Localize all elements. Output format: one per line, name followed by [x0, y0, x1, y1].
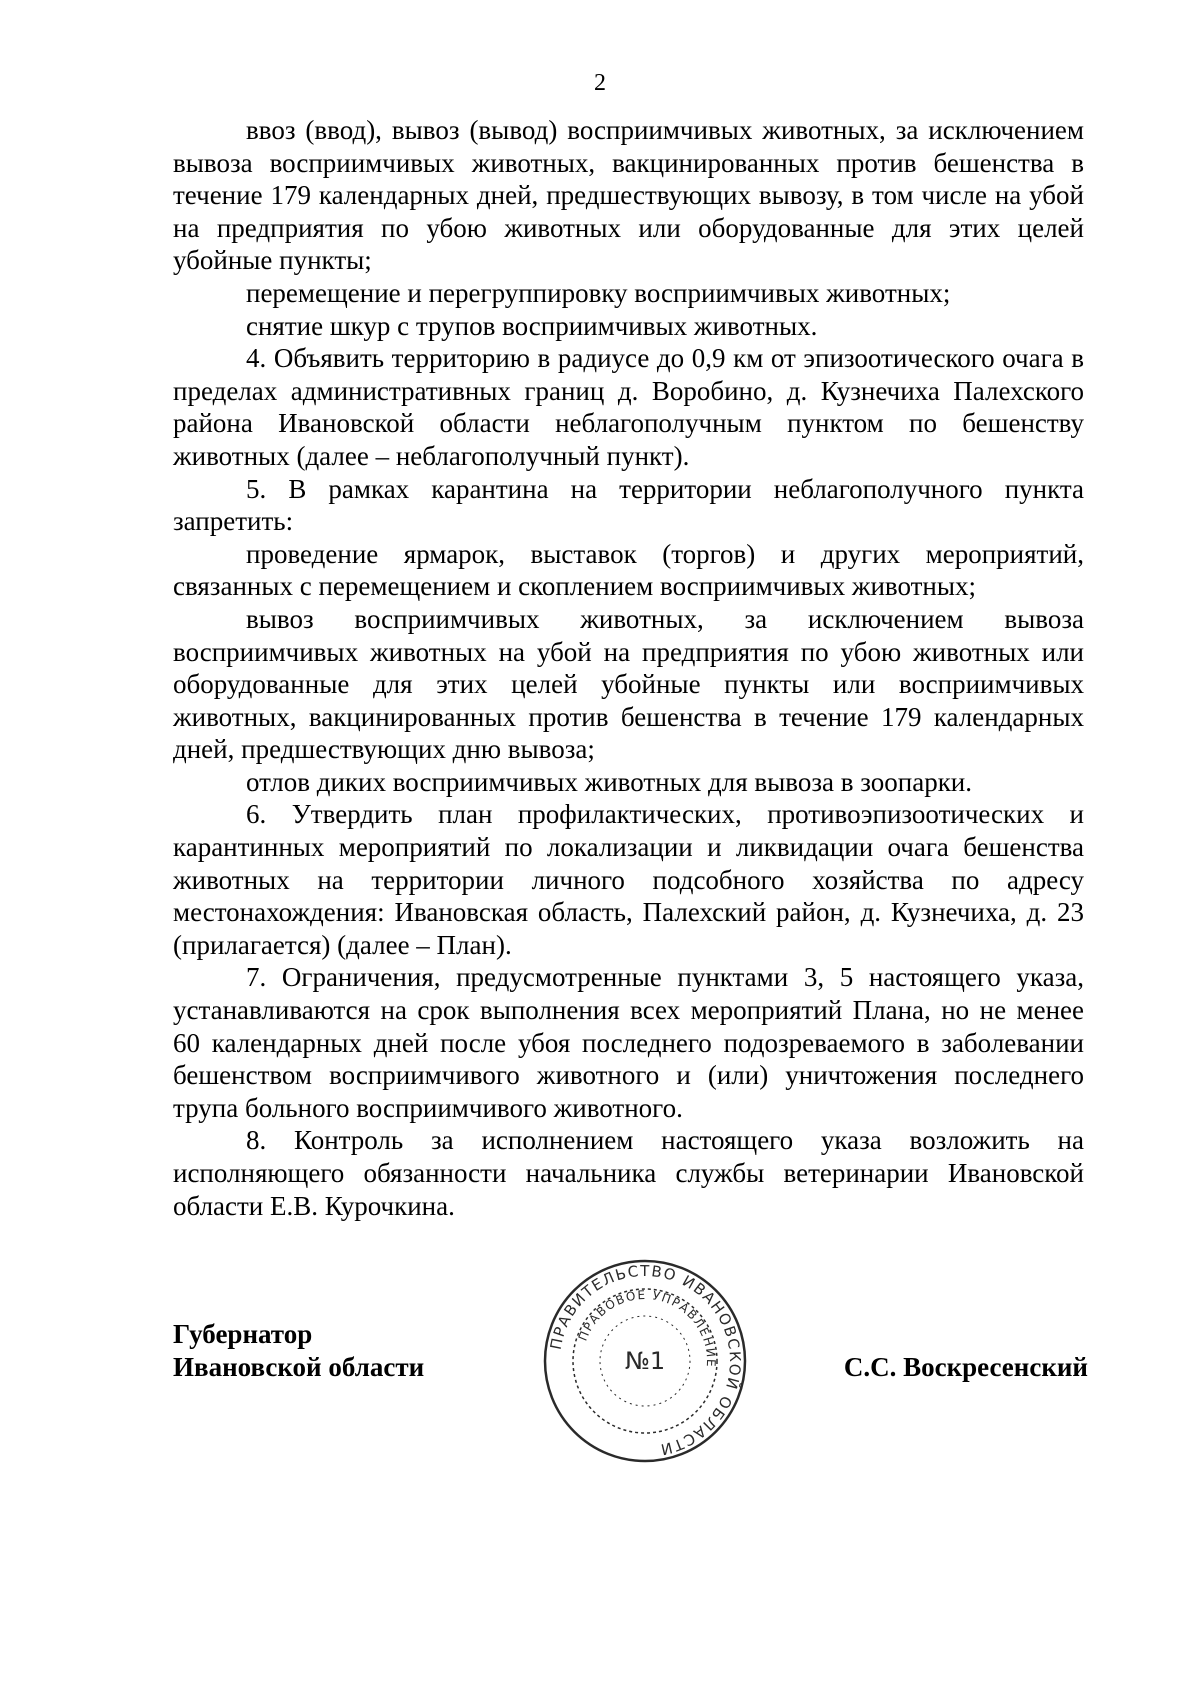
- paragraph: ввоз (ввод), вывоз (вывод) восприимчивых животных, за исключением вывоза восприимчивых животных, вакцинированных против бешенства в течение 179 календарных дней, предшествующих вывозу, в том числе на убой на предприятия по убою животных или оборудованные для этих целей убойные пункты;: [173, 115, 1084, 276]
- seal-inner-text: ПРАВОВОЕ УПРАВЛЕНИЕ: [575, 1287, 719, 1369]
- seal-graphic: [540, 1256, 750, 1466]
- paragraph: 4. Объявить территорию в радиусе до 0,9 км от эпизоотического очага в пределах административных границ д. Воробино, д. Кузнечиха Палехского района Ивановской области неблагополучным пунктом по бешенству животных (далее – неблагополучный пункт).: [173, 343, 1084, 471]
- official-seal: [540, 1256, 750, 1466]
- seal-outer-text: ПРАВИТЕЛЬСТВО ИВАНОВСКОЙ ОБЛАСТИ: [546, 1261, 745, 1459]
- paragraph: 7. Ограничения, предусмотренные пунктами 3, 5 настоящего указа, устанавливаются на срок выполнения всех мероприятий Плана, но не менее 60 календарных дней после убоя последнего подозреваемого в заболевании бешенством восприимчивого животного и (или) уничтожения последнего трупа больного восприимчивого животного.: [173, 962, 1084, 1123]
- paragraph: 5. В рамках карантина на территории неблагополучного пункта запретить:: [173, 473, 1084, 537]
- signatory-title-line: Ивановской области: [173, 1352, 425, 1382]
- paragraph: вывоз восприимчивых животных, за исключением вывоза восприимчивых животных на убой на предприятия по убою животных или оборудованные для этих целей убойные пункты или восприимчивых животных, вакцинированных против бешенства в течение 179 календарных дней, предшествующих дню вывоза;: [173, 603, 1084, 765]
- paragraph: проведение ярмарок, выставок (торгов) и других мероприятий, связанных с перемещением и скоплением восприимчивых животных;: [173, 538, 1084, 602]
- paragraph: снятие шкур с трупов восприимчивых животных.: [246, 310, 818, 341]
- page-number: 2: [594, 70, 606, 96]
- paragraph: 8. Контроль за исполнением настоящего указа возложить на исполняющего обязанности начальника службы ветеринарии Ивановской области Е.В. Курочкина.: [173, 1125, 1084, 1221]
- paragraph: перемещение и перегруппировку восприимчивых животных;: [246, 277, 951, 308]
- paragraph: отлов диких восприимчивых животных для вывоза в зоопарки.: [246, 766, 973, 797]
- signatory-title: [173, 1318, 424, 1384]
- signatory-name: С.С. Воскресенский: [843, 1352, 1088, 1382]
- paragraph: 6. Утвердить план профилактических, противоэпизоотических и карантинных мероприятий по локализации и ликвидации очага бешенства животных на территории личного подсобного хозяйства по адресу местонахождения: Ивановская область, Палехский район, д. Кузнечиха, д. 23 (прилагается) (далее – План).: [173, 799, 1084, 960]
- decree-body: [173, 114, 1084, 1222]
- seal-number: №1: [624, 1347, 666, 1375]
- signatory-title-line: Губернатор: [173, 1319, 313, 1349]
